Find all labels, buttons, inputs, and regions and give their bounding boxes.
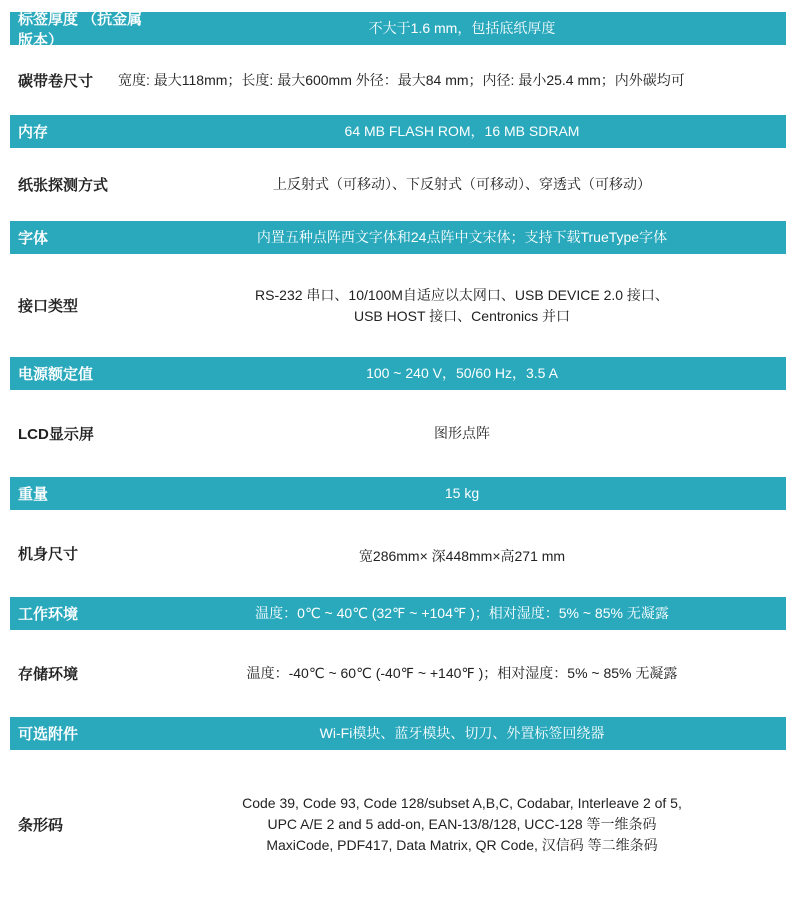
spec-table xyxy=(10,12,786,898)
spec-value-line: 15 kg xyxy=(444,485,480,501)
spec-value-line: 内置五种点阵西文字体和24点阵中文宋体；支持下载TrueType字体 xyxy=(256,229,668,245)
spec-label: 内存 xyxy=(18,124,49,141)
spec-value-line: 宽度: 最大118mm；长度: 最大600mm 外径：最大84 mm；内径: 最小25.4 mm；内外碳均可 xyxy=(118,71,685,88)
spec-row-storage-env xyxy=(10,630,786,717)
spec-value xyxy=(148,363,786,384)
spec-label: 标签厚度 （抗金属版本） xyxy=(18,10,143,49)
spec-label: 纸张探测方式 xyxy=(18,177,109,194)
spec-label: 碳带卷尺寸 xyxy=(18,72,94,90)
spec-row-memory xyxy=(10,115,786,148)
spec-value-line: USB HOST 接口、Centronics 并口 xyxy=(353,307,570,324)
spec-value-line: RS-232 串口、10/100M自适应以太网口、USB DEVICE 2.0 接口、 xyxy=(255,286,669,303)
spec-value-line: UPC A/E 2 and 5 add-on, EAN-13/8/128, UCC-128 等一维条码 xyxy=(267,815,657,832)
spec-label: 工作环境 xyxy=(18,606,79,623)
spec-value xyxy=(148,121,786,142)
spec-row-font xyxy=(10,221,786,254)
spec-label: 接口类型 xyxy=(18,298,79,315)
spec-value xyxy=(148,540,786,567)
spec-value xyxy=(148,285,786,327)
spec-value-line: 100 ~ 240 V，50/60 Hz，3.5 A xyxy=(366,365,558,381)
spec-row-operating-env xyxy=(10,597,786,630)
spec-label: 字体 xyxy=(18,230,49,247)
spec-value xyxy=(148,423,786,444)
spec-row-weight xyxy=(10,477,786,510)
spec-value-line: Code 39, Code 93, Code 128/subset A,B,C, Codabar, Interleave 2 of 5, xyxy=(242,794,682,811)
spec-value-line: MaxiCode, PDF417, Data Matrix, QR Code, 汉信码 等二维条码 xyxy=(266,836,658,853)
spec-row-label-thickness xyxy=(10,10,786,49)
spec-row-dimensions xyxy=(10,510,786,597)
spec-value-line: 64 MB FLASH ROM，16 MB SDRAM xyxy=(344,123,580,139)
spec-value xyxy=(148,603,786,624)
spec-value xyxy=(148,663,786,684)
spec-value xyxy=(148,483,786,504)
spec-row-barcode xyxy=(10,750,786,898)
spec-value-line: 上反射式（可移动）、下反射式（可移动）、穿透式（可移动） xyxy=(273,176,651,192)
spec-value-line: 不大于1.6 mm，包括底纸厚度 xyxy=(368,20,556,36)
spec-value xyxy=(148,174,786,195)
spec-label: 条形码 xyxy=(18,816,64,834)
spec-value-line: 图形点阵 xyxy=(434,425,490,441)
spec-row-ribbon-size xyxy=(10,45,786,115)
spec-label: 电源额定值 xyxy=(18,366,94,383)
spec-label: 存储环境 xyxy=(18,666,79,683)
spec-value xyxy=(148,18,786,39)
spec-row-accessories xyxy=(10,717,786,750)
spec-value-line: 温度：-40℃ ~ 60℃ (-40℉ ~ +140℉ )；相对湿度：5% ~ 85% 无凝露 xyxy=(246,665,678,681)
spec-value-line: Wi-Fi模块、蓝牙模块、切刀、外置标签回绕器 xyxy=(319,725,605,741)
spec-value-line: 宽286mm× 深448mm×高271 mm xyxy=(358,548,566,564)
spec-label: LCD显示屏 xyxy=(18,426,94,443)
spec-row-interface xyxy=(10,254,786,357)
spec-value xyxy=(148,227,786,248)
spec-label: 重量 xyxy=(18,486,49,503)
spec-label: 可选附件 xyxy=(18,726,79,743)
spec-value xyxy=(148,723,786,744)
spec-value xyxy=(148,793,786,856)
spec-row-paper-detection xyxy=(10,148,786,221)
spec-row-lcd xyxy=(10,390,786,477)
spec-row-power xyxy=(10,357,786,390)
spec-value xyxy=(118,70,786,91)
spec-label: 机身尺寸 xyxy=(18,546,79,563)
spec-value-line: 温度：0℃ ~ 40℃ (32℉ ~ +104℉ )；相对湿度：5% ~ 85% 无凝露 xyxy=(255,605,669,621)
